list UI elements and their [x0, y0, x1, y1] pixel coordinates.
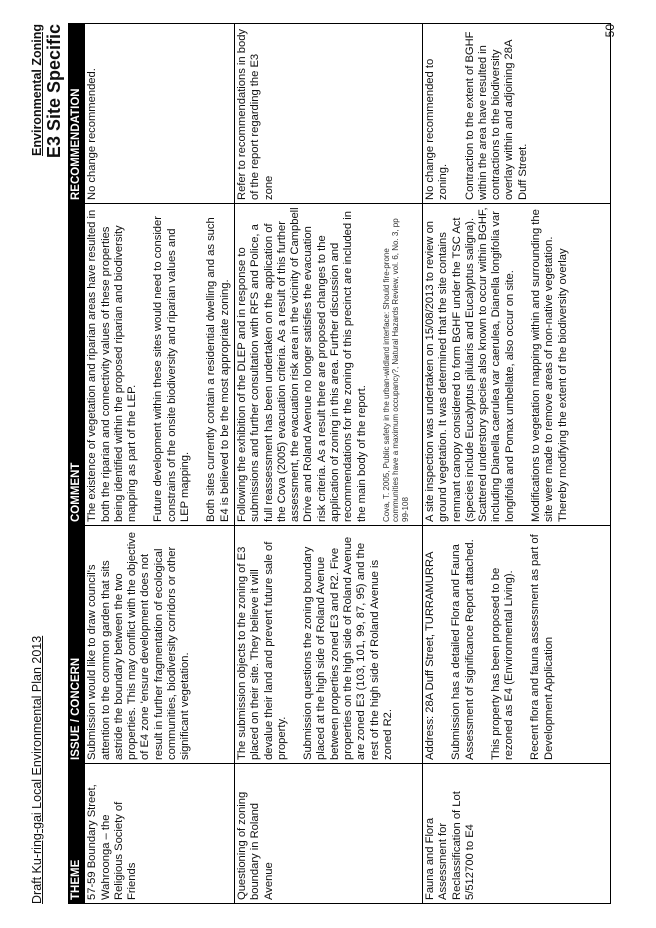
issue-text: Address: 28A Duff Street, TURRAMURRA	[423, 551, 436, 760]
issue-cell	[234, 526, 422, 764]
page-number: 50	[603, 24, 617, 38]
recommendation-cell	[85, 24, 235, 204]
recommendation-cell	[234, 24, 422, 204]
comment-text: Future development within these sites would need to consider constrains of the onsite biodiversity and riparian values and LEP mapping.	[152, 216, 192, 522]
recommendation-cell	[422, 24, 610, 204]
issue-text: Submission has a detailed Flora and Fauna Assessment of significance Report attached.	[450, 539, 476, 760]
rotated-page	[30, 24, 620, 904]
recommendation-text: No change recommended to zoning.	[423, 58, 450, 200]
comment-cell	[422, 204, 610, 526]
recommendation-text: Contraction to the extent of BGHF within the area have resulted in contractions to the biodiversity overlay within and adjoining 28A Duff Street.	[463, 31, 529, 200]
table-row	[85, 24, 235, 904]
table-row	[422, 24, 610, 904]
comment-cell	[85, 204, 235, 526]
issue-text: Submission would like to draw council's attention to the common garden that sits astride the boundary between the two properties. This may conflict with the objective of E4 zone 'ensure development does not result in further fragmentation of ecological communities, biodiversity corridors or other significant vegetation.	[86, 532, 192, 760]
header-comment: COMMENT	[69, 204, 85, 526]
table-row	[234, 24, 422, 904]
issue-text: Recent flora and fauna assessment as part of Development Application	[529, 534, 555, 760]
comment-text: Following the exhibition of the DLEP and in response to submissions and further consultation with RFS and Police, a full reassessment has been undertaken on the application of the Cova (2005) evacuation criteria. As a result of this further assessment, the evacuation risk area in the vicinity of Campbell Drive and Roland Avenue no longer satisfies the evacuation risk criteria. As a result there are proposed changes to the application of zoning in this area. Further discussion and recommendations for the zoning of this precinct are included in the main body of the report.	[235, 207, 368, 522]
comment-text: A site inspection was undertaken on 15/08/2013 to review on ground vegetation. It was determined that the site contains remnant canopy considered to form BGHF under the TSC Act (species include Eucalyptus pilularis and Eucalyptus saligna). Scattered understory species also known to occur within BGHF, including Dianella caerulea var caerulea, Dianella longifolia var longifolia and Pomax umbellate, also occur on site.	[423, 207, 516, 522]
theme-cell: Fauna and Flora Assessment for Reclassification of Lot 5/512700 to E4	[422, 764, 610, 904]
header-recommendation: RECOMMENDATION	[69, 24, 85, 204]
recommendation-text: No change recommended.	[86, 68, 99, 200]
reference-citation: Cova, T. 2005, Public safety in the urban-wildland interface: Should fire-prone communities have a maximum occupancy?, Natural Hazards Review, vol. 6, No. 3, pp 99-108	[381, 218, 410, 522]
section-title: Environmental Zoning	[30, 24, 44, 156]
comment-text: Modifications to vegetation mapping within and surrounding the site were made to remove areas of non-native vegetation. Thereby modifying the extent of the biodiversity overlay	[530, 209, 569, 522]
comment-cell	[234, 204, 422, 526]
submissions-table	[68, 23, 611, 904]
theme-cell: 57-59 Boundary Street, Wahroonga – the Religious Society of Friends	[85, 764, 235, 904]
issue-cell	[422, 526, 610, 764]
comment-text: The existence of vegetation and riparian areas have resulted in both the riparian and connectivity values of these properties being identified within the proposed riparian and biodiversity mapping as part of the LEP.	[86, 209, 139, 522]
recommendation-text: Refer to recommendations in body of the report regarding the E3 zone	[235, 28, 275, 200]
theme-cell: Questioning of zoning boundary in Roland Avenue	[234, 764, 422, 904]
issue-text: The submission objects to the zoning of E3 placed on their site. They believe it will devalue their land and prevent future sale of property.	[235, 541, 288, 760]
page-title: E3 Site Specific	[44, 24, 64, 159]
comment-text: Both sites currently contain a residential dwelling and as such E4 is believed to be the most appropriate zoning.	[205, 217, 231, 522]
header-issue: ISSUE / CONCERN	[69, 526, 85, 764]
table-header-row	[69, 24, 85, 904]
header-theme: THEME	[69, 764, 85, 904]
plan-title: Draft Ku-ring-gai Local Environmental Plan 2013	[30, 635, 44, 904]
issue-cell	[85, 526, 235, 764]
issue-text: Submission questions the zoning boundary placed at the high side of Roland Avenue between properties zoned E3 and R2. Five properties on the high side of Roland Avenue are zoned E3 (103, 101, 99, 87, 95) and the rest of the high side of Roland Avenue is zoned R2.	[302, 536, 394, 760]
issue-text: This property has been proposed to be rezoned as E4 (Environmental Living).	[489, 567, 516, 760]
